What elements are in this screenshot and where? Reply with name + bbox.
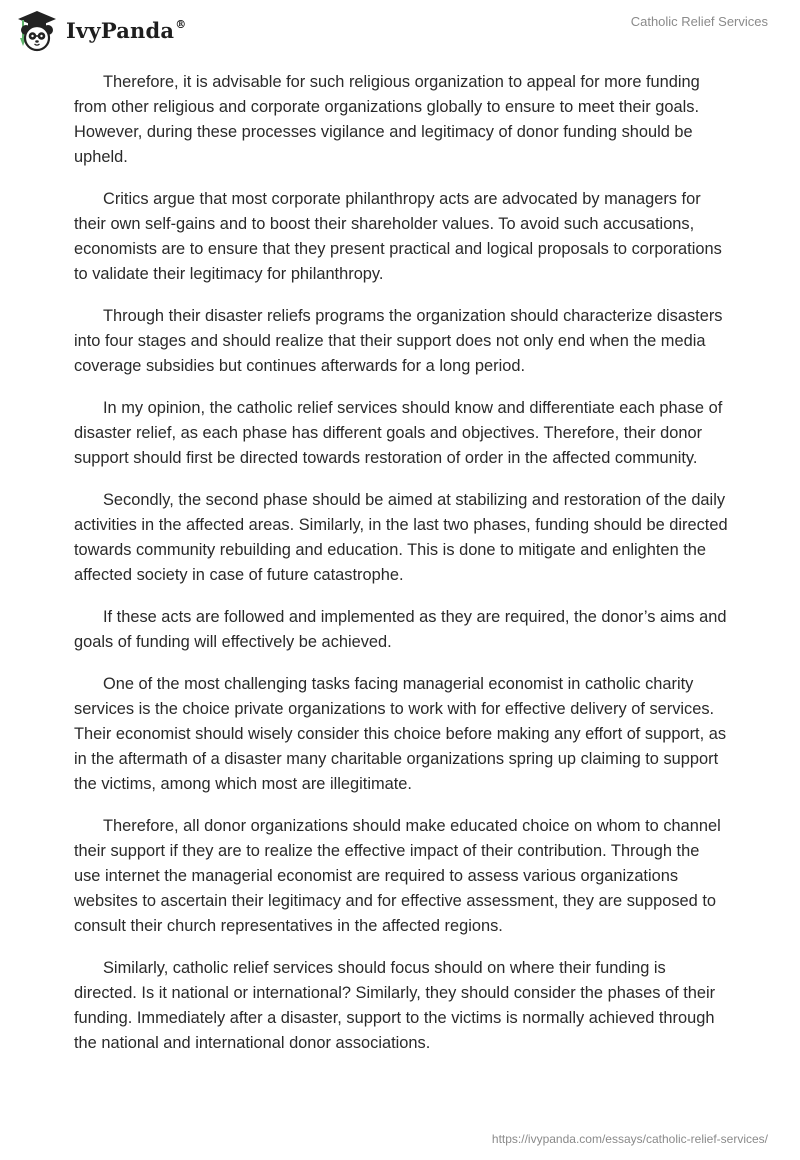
- paragraph: One of the most challenging tasks facing managerial economist in catholic charity services is the choice private organizations to work with for effective delivery of services. Their economist should wisely consider this choice before making any effort of support, as in the aftermath of a disaster many charitable organizations spring up claiming to support the victims, among which most are illegitimate.: [74, 675, 727, 793]
- page-header: [0, 0, 800, 60]
- paragraph: Similarly, catholic relief services should focus should on where their funding is directed. Is it national or international? Similarly, they should consider the phases of their funding. Immediately after a disaster, support to the victims is normally achieved through the national and international donor associations.: [74, 959, 716, 1052]
- paragraph: Therefore, it is advisable for such religious organization to appeal for more funding from other religious and corporate organizations globally to ensure to meet their goals. However, during these processes vigilance and legitimacy of donor funding should be upheld.: [74, 73, 700, 166]
- essay-body: [74, 70, 728, 1073]
- paragraph: Therefore, all donor organizations should make educated choice on whom to channel their support if they are to realize the effective impact of their contribution. Through the use internet the managerial economist are required to assess various organizations websites to ascertain their legitimacy and for effective assessment, they are supposed to consult their church representatives in the affected regions.: [74, 817, 721, 935]
- panda-graduate-icon: [14, 8, 60, 54]
- paragraph: Through their disaster reliefs programs the organization should characterize disasters into four stages and should realize that their support does not only end when the media coverage subsidies but continues afterwards for a long period.: [74, 307, 723, 375]
- paragraph: Critics argue that most corporate philanthropy acts are advocated by managers for their own self-gains and to boost their shareholder values. To avoid such accusations, economists are to ensure that they present practical and logical proposals to corporations to validate their legitimacy for philanthropy.: [74, 190, 722, 283]
- ivypanda-logo[interactable]: [14, 8, 186, 54]
- source-url-link[interactable]: https://ivypanda.com/essays/catholic-relief-services/: [491, 1132, 768, 1146]
- document-title: Catholic Relief Services: [630, 14, 768, 29]
- brand-name: IvyPanda®: [66, 17, 187, 43]
- paragraph: Secondly, the second phase should be aimed at stabilizing and restoration of the daily activities in the affected areas. Similarly, in the last two phases, funding should be directed towards community rebuilding and education. This is done to mitigate and enlighten the affected society in case of future catastrophe.: [74, 491, 728, 584]
- paragraph: If these acts are followed and implemented as they are required, the donor’s aims and goals of funding will effectively be achieved.: [74, 608, 727, 651]
- paragraph: In my opinion, the catholic relief services should know and differentiate each phase of disaster relief, as each phase has different goals and objectives. Therefore, their donor support should first be directed towards restoration of order in the affected community.: [74, 399, 723, 467]
